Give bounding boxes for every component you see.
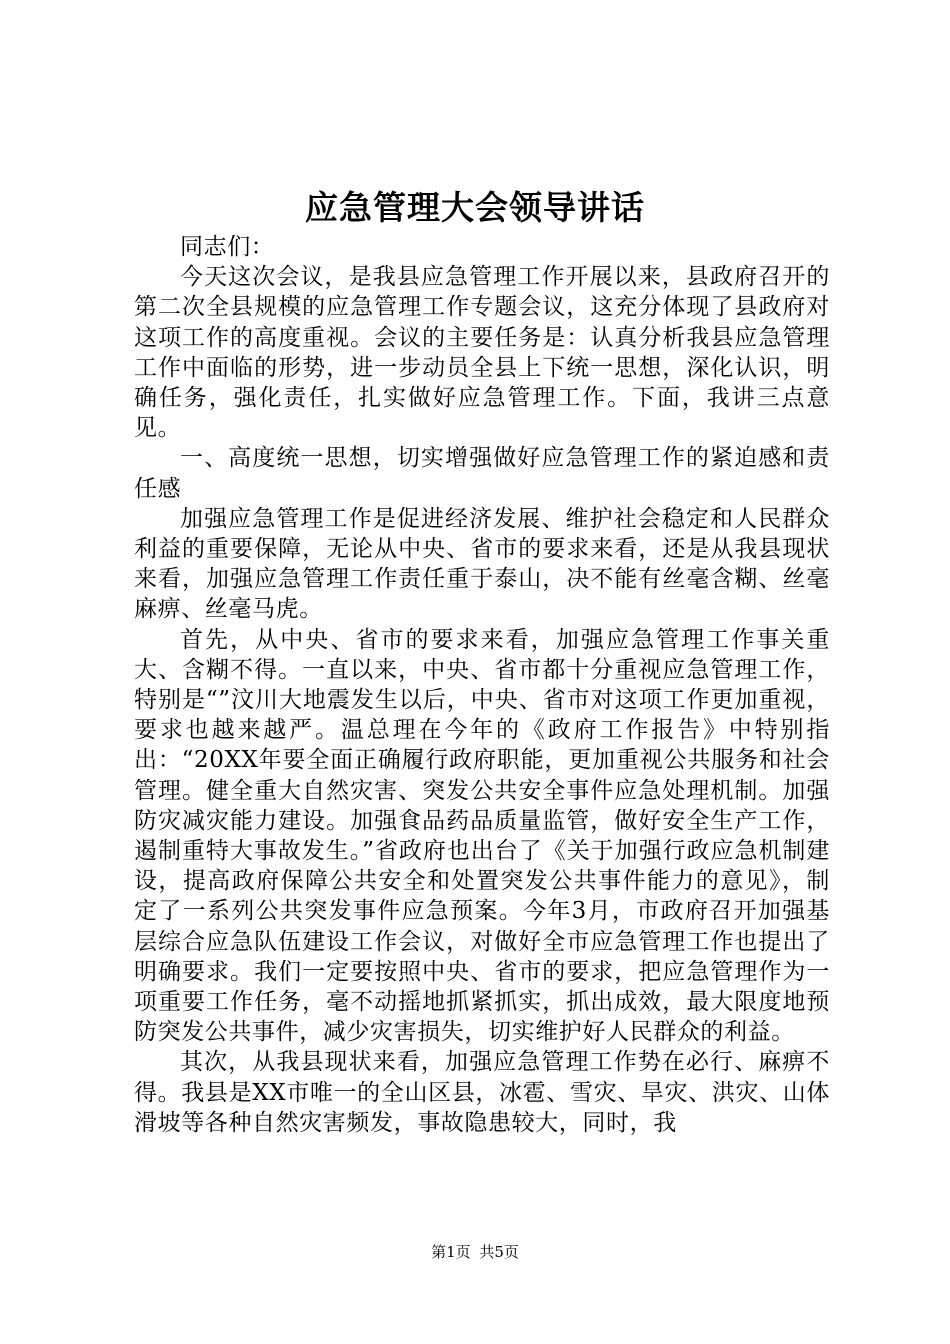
page-footer bbox=[0, 1242, 950, 1262]
paragraph-intro: 今天这次会议，是我县应急管理工作开展以来，县政府召开的第二次全县规模的应急管理工作专题会议，这充分体现了县政府对这项工作的高度重视。会议的主要任务是：认真分析我县应急管理工作中面临的形势，进一步动员全县上下统一思想，深化认识，明确任务，强化责任，扎实做好应急管理工作。下面，我讲三点意见。 bbox=[134, 264, 830, 442]
paragraph-importance: 加强应急管理工作是促进经济发展、维护社会稳定和人民群众利益的重要保障，无论从中央、省市的要求来看，还是从我县现状来看，加强应急管理工作责任重于泰山，决不能有丝毫含糊、丝毫麻痹、丝毫马虎。 bbox=[134, 505, 830, 623]
paragraph-first-point: 首先，从中央、省市的要求来看，加强应急管理工作事关重大、含糊不得。一直以来，中央、省市都十分重视应急管理工作，特别是“”汶川大地震发生以后，中央、省市对这项工作更加重视，要求也越来越严。温总理在今年的《政府工作报告》中特别指出：“20XX年要全面正确履行政府职能，更加重视公共服务和社会管理。健全重大自然灾害、突发公共安全事件应急处理机制。加强防灾减灾能力建设。加强食品药品质量监管，做好安全生产工作，遏制重特大事故发生。”省政府也出台了《关于加强行政应急机制建设，提高政府保障公共安全和处置突发公共事件能力的意见》，制定了一系列公共突发事件应急预案。今年3月，市政府召开加强基层综合应急队伍建设工作会议，对做好全市应急管理工作也提出了明确要求。我们一定要按照中央、省市的要求，把应急管理作为一项重要工作任务，毫不动摇地抓紧抓实，抓出成效，最大限度地预防突发公共事件，减少灾害损失，切实维护好人民群众的利益。 bbox=[134, 626, 830, 1046]
document-body bbox=[134, 232, 830, 1138]
page-number: 第1页 bbox=[431, 1243, 471, 1261]
section-heading-1: 一、高度统一思想，切实增强做好应急管理工作的紧迫感和责任感 bbox=[134, 445, 830, 502]
page-total: 共5页 bbox=[479, 1243, 519, 1261]
salutation: 同志们： bbox=[180, 234, 275, 260]
page-title: 应急管理大会领导讲话 bbox=[305, 188, 645, 227]
paragraph-second-point: 其次，从我县现状来看，加强应急管理工作势在必行、麻痹不得。我县是XX市唯一的全山区县，冰雹、雪灾、旱灾、洪灾、山体滑坡等各种自然灾害频发，事故隐患较大，同时，我 bbox=[134, 1049, 830, 1136]
